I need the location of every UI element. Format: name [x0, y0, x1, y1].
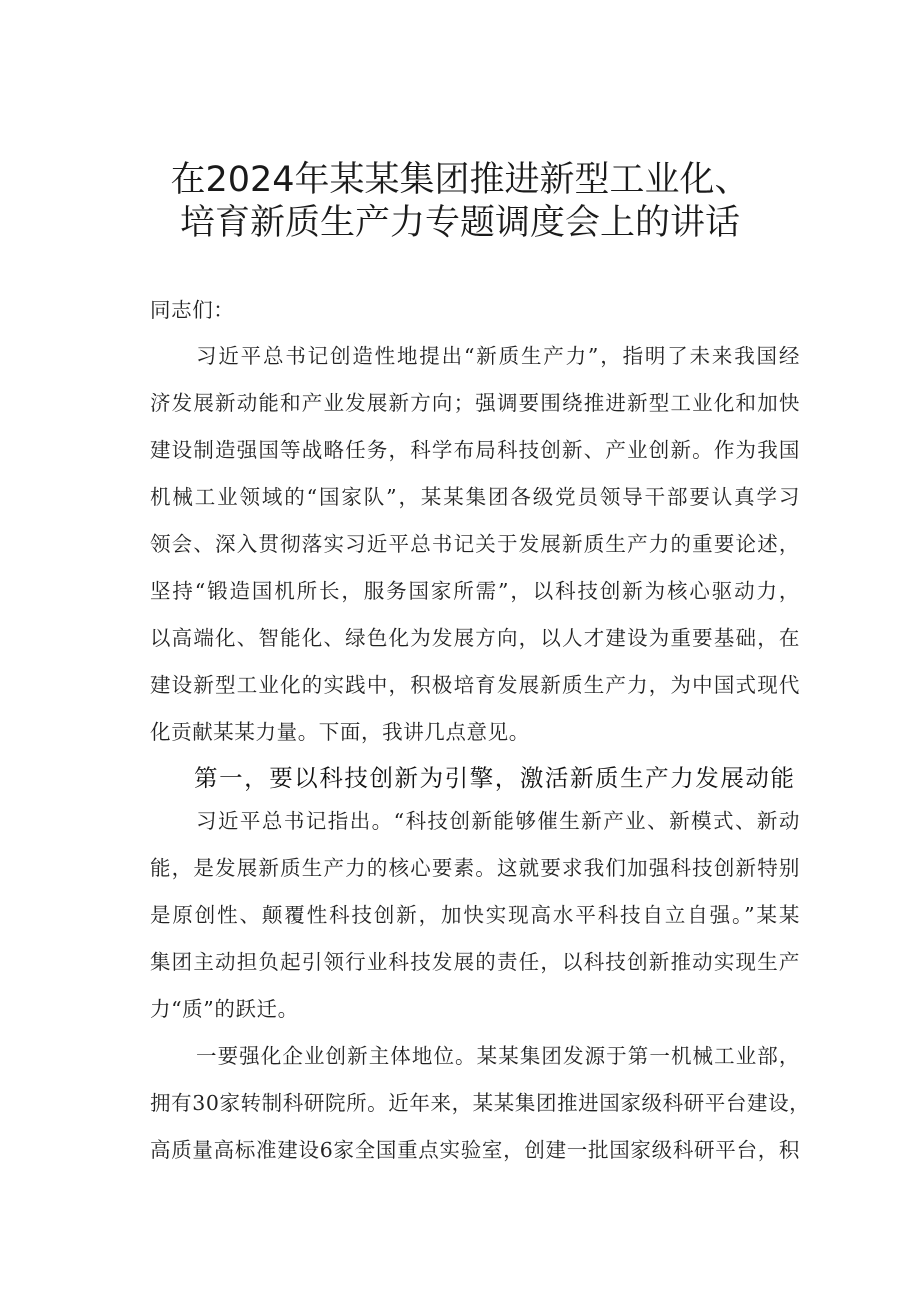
paragraph-2-line: 集团主动担负起引领行业科技发展的责任，以科技创新推动实现生产	[150, 950, 800, 974]
paragraph-1-line: 化贡献某某力量。下面，我讲几点意见。	[150, 720, 530, 744]
document-title-line-1: 在2024年某某集团推进新型工业化、	[170, 160, 750, 200]
document-title-line-2: 培育新质生产力专题调度会上的讲话	[179, 203, 740, 243]
paragraph-2-line: 力“质”的跃迁。	[150, 997, 299, 1021]
paragraph-1-line: 建设新型工业化的实践中，积极培育发展新质生产力，为中国式现代	[150, 673, 800, 697]
paragraph-3-line: 高质量高标准建设6家全国重点实验室，创建一批国家级科研平台，积	[150, 1138, 800, 1162]
paragraph-3-line: 拥有30家转制科研院所。近年来，某某集团推进国家级科研平台建设，	[150, 1091, 811, 1115]
paragraph-2-line: 习近平总书记指出。“科技创新能够催生新产业、新模式、新动	[196, 809, 800, 833]
paragraph-1-line: 济发展新动能和产业发展新方向；强调要围绕推进新型工业化和加快	[150, 391, 800, 415]
paragraph-2-line: 是原创性、颠覆性科技创新，加快实现高水平科技自立自强。”某某	[150, 903, 800, 927]
salutation: 同志们：	[150, 298, 235, 322]
paragraph-2-line: 能，是发展新质生产力的核心要素。这就要求我们加强科技创新特别	[150, 856, 800, 880]
paragraph-3-line: 一要强化企业创新主体地位。某某集团发源于第一机械工业部，	[196, 1044, 800, 1068]
paragraph-1-line: 坚持“锻造国机所长，服务国家所需”，以科技创新为核心驱动力，	[150, 579, 800, 603]
paragraph-1-line: 以高端化、智能化、绿色化为发展方向，以人才建设为重要基础，在	[150, 626, 800, 650]
paragraph-1-line: 建设制造强国等战略任务，科学布局科技创新、产业创新。作为我国	[150, 438, 800, 462]
paragraph-1-line: 机械工业领域的“国家队”，某某集团各级党员领导干部要认真学习	[150, 485, 800, 509]
paragraph-1-line: 领会、深入贯彻落实习近平总书记关于发展新质生产力的重要论述，	[150, 532, 800, 556]
paragraph-1-line: 习近平总书记创造性地提出“新质生产力”，指明了未来我国经	[196, 344, 800, 368]
section-1-heading: 第一，要以科技创新为引擎，激活新质生产力发展动能	[194, 764, 794, 792]
